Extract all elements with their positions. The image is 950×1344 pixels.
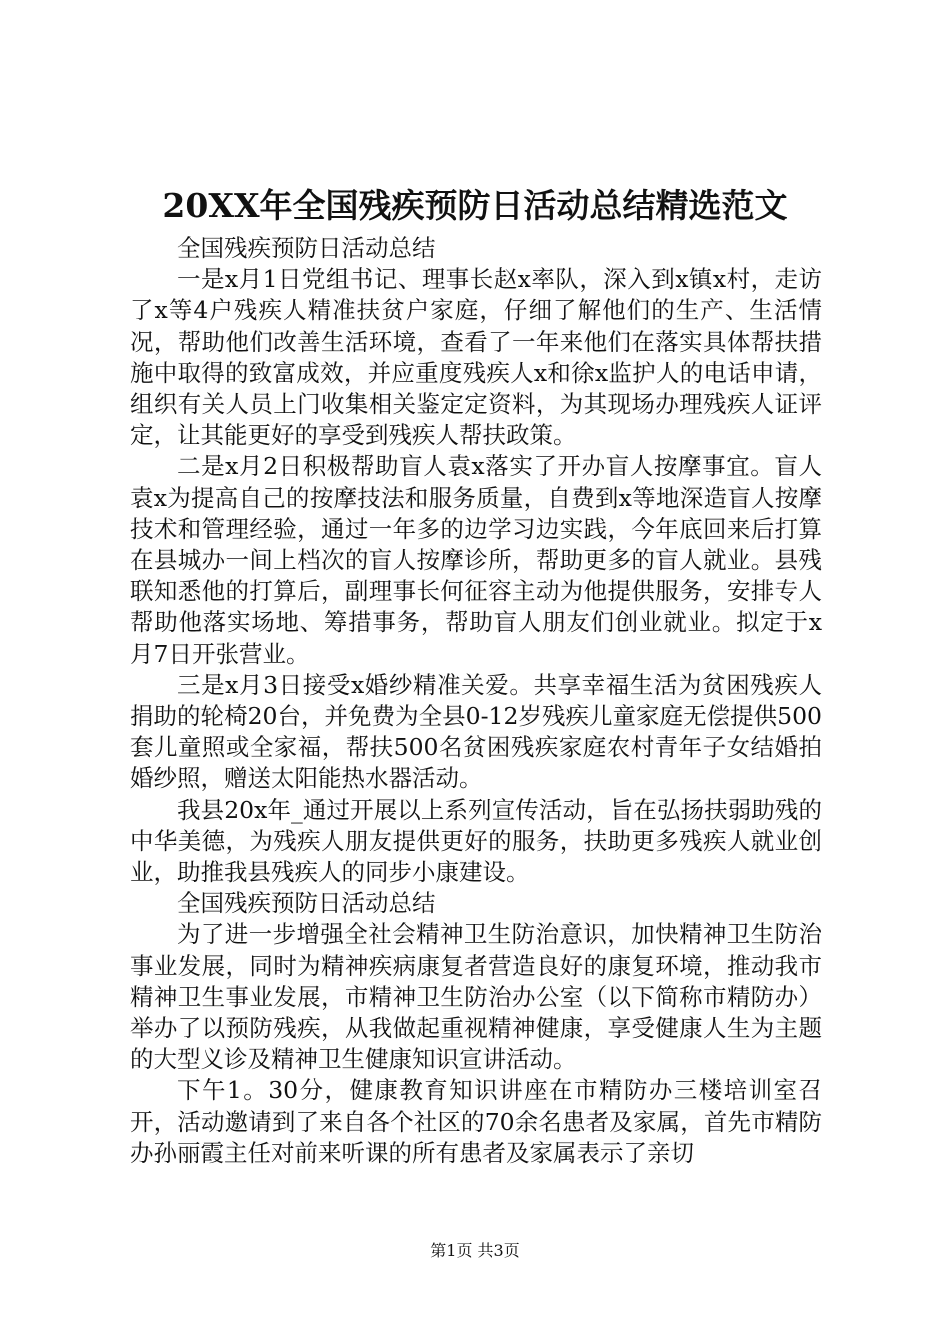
document-body: [130, 233, 822, 1169]
body-paragraph: 我县20x年_通过开展以上系列宣传活动，旨在弘扬扶弱助残的中华美德，为残疾人朋友提供更好的服务，扶助更多残疾人就业创业，助推我县残疾人的同步小康建设。: [130, 795, 822, 887]
section-heading: 全国残疾预防日活动总结: [177, 889, 436, 918]
body-paragraph: 一是x月1日党组书记、理事长赵x率队，深入到x镇x村，走访了x等4户残疾人精准扶贫户家庭，仔细了解他们的生产、生活情况，帮助他们改善生活环境，查看了一年来他们在落实具体帮扶措施中取得的致富成效，并应重度残疾人x和徐x监护人的电话申请，组织有关人员上门收集相关鉴定定资料，为其现场办理残疾人证评定，让其能更好的享受到残疾人帮扶政策。: [130, 265, 822, 450]
section-heading: 全国残疾预防日活动总结: [177, 234, 436, 262]
body-paragraph: 三是x月3日接受x婚纱精准关爱。共享幸福生活为贫困残疾人捐助的轮椅20台，并免费为全县0-12岁残疾儿童家庭无偿提供500套儿童照或全家福，帮扶500名贫困残疾家庭农村青年子女结婚拍婚纱照，赠送太阳能热水器活动。: [130, 670, 822, 793]
body-paragraph: 为了进一步增强全社会精神卫生防治意识，加快精神卫生防治事业发展，同时为精神疾病康复者营造良好的康复环境，推动我市精神卫生事业发展，市精神卫生防治办公室（以下简称市精防办）举办了以预防残疾，从我做起重视精神健康，享受健康人生为主题的大型义诊及精神卫生健康知识宣讲活动。: [130, 920, 822, 1074]
document-title: 20XX年全国残疾预防日活动总结精选范文: [162, 186, 788, 225]
page-footer: 第1页 共3页: [430, 1241, 520, 1260]
body-paragraph: 二是x月2日积极帮助盲人袁x落实了开办盲人按摩事宜。盲人袁x为提高自己的按摩技法和服务质量，自费到x等地深造盲人按摩技术和管理经验，通过一年多的边学习边实践，今年底回来后打算在县城办一间上档次的盲人按摩诊所，帮助更多的盲人就业。县残联知悉他的打算后，副理事长何征容主动为他提供服务，安排专人帮助他落实场地、筹措事务，帮助盲人朋友们创业就业。拟定于x月7日开张营业。: [130, 452, 822, 668]
body-paragraph: 下午1。30分，健康教育知识讲座在市精防办三楼培训室召开，活动邀请到了来自各个社区的70余名患者及家属，首先市精防办孙丽霞主任对前来听课的所有患者及家属表示了亲切: [130, 1076, 822, 1167]
